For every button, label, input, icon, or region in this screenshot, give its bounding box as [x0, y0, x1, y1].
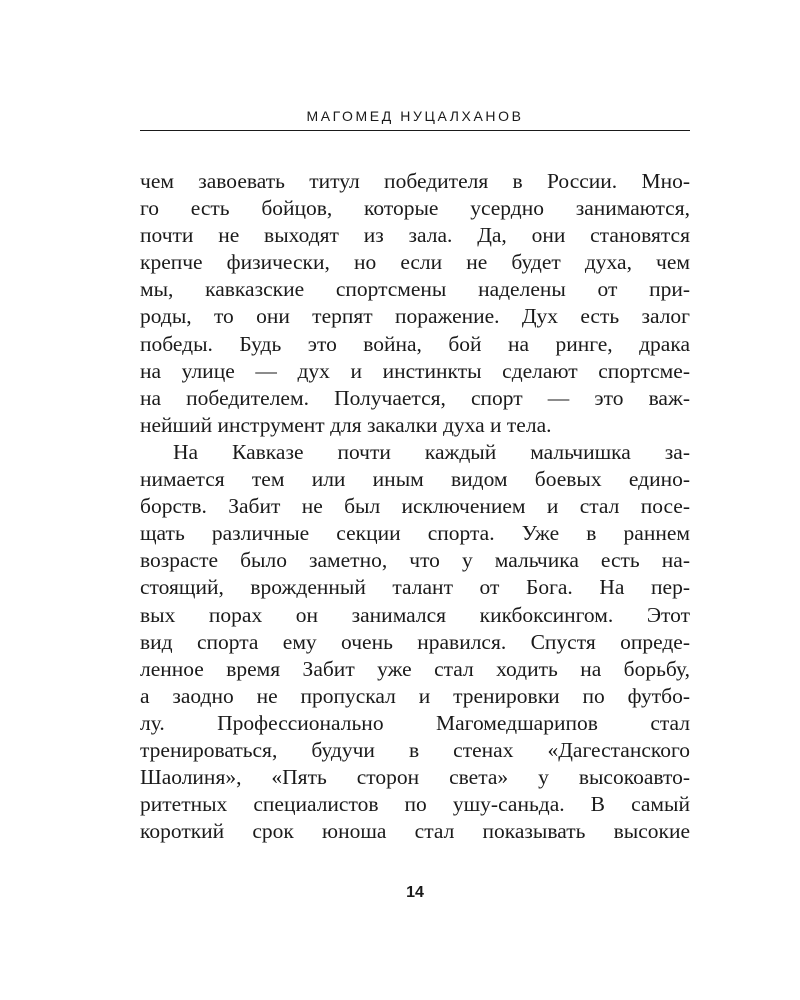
body-text	[140, 168, 690, 845]
text-line: на победителем. Получается, спорт — это важ-	[140, 385, 690, 410]
text-line: нимается тем или иным видом боевых едино-	[140, 467, 690, 492]
text-line: ритетных специалистов по ушу-саньда. В самый	[140, 792, 690, 817]
text-line: нейший инструмент для закалки духа и тела.	[140, 412, 552, 437]
text-line: ленное время Забит уже стал ходить на борьбу,	[140, 656, 690, 681]
text-line: лу. Профессионально Магомедшарипов стал	[140, 710, 690, 735]
text-line: на улице — дух и инстинкты сделают спортсме-	[140, 358, 690, 383]
text-line: короткий срок юноша стал показывать высокие	[140, 819, 690, 844]
text-line: тренироваться, будучи в стенах «Дагестанского	[140, 737, 690, 762]
text-line: почти не выходят из зала. Да, они становятся	[140, 223, 690, 248]
text-line: роды, то они терпят поражение. Дух есть залог	[140, 304, 690, 329]
text-line: победы. Будь это война, бой на ринге, драка	[140, 331, 690, 356]
text-line: возрасте было заметно, что у мальчика есть на-	[140, 548, 690, 573]
text-line: стоящий, врожденный талант от Бога. На пер-	[140, 575, 690, 600]
text-line: крепче физически, но если не будет духа, чем	[140, 250, 690, 275]
text-line: щать различные секции спорта. Уже в раннем	[140, 521, 690, 546]
text-line: чем завоевать титул победителя в России. Мно-	[140, 169, 690, 193]
page-number: 14	[406, 884, 424, 901]
text-line: мы, кавказские спортсмены наделены от при-	[140, 277, 690, 302]
text-line: На Кавказе почти каждый мальчишка за-	[173, 439, 690, 464]
text-line: вых порах он занимался кикбоксингом. Этот	[140, 602, 690, 627]
running-header: МАГОМЕД НУЦАЛХАНОВ	[306, 108, 524, 124]
text-line: а заодно не пропускал и тренировки по футбо-	[140, 683, 690, 708]
text-line: вид спорта ему очень нравился. Спустя опреде-	[140, 629, 690, 654]
text-line: Шаолиня», «Пять сторон света» у высокоавто-	[140, 765, 690, 790]
text-line: борств. Забит не был исключением и стал посе-	[140, 494, 690, 519]
header-rule	[140, 130, 690, 131]
text-line: го есть бойцов, которые усердно занимаются,	[140, 196, 690, 221]
